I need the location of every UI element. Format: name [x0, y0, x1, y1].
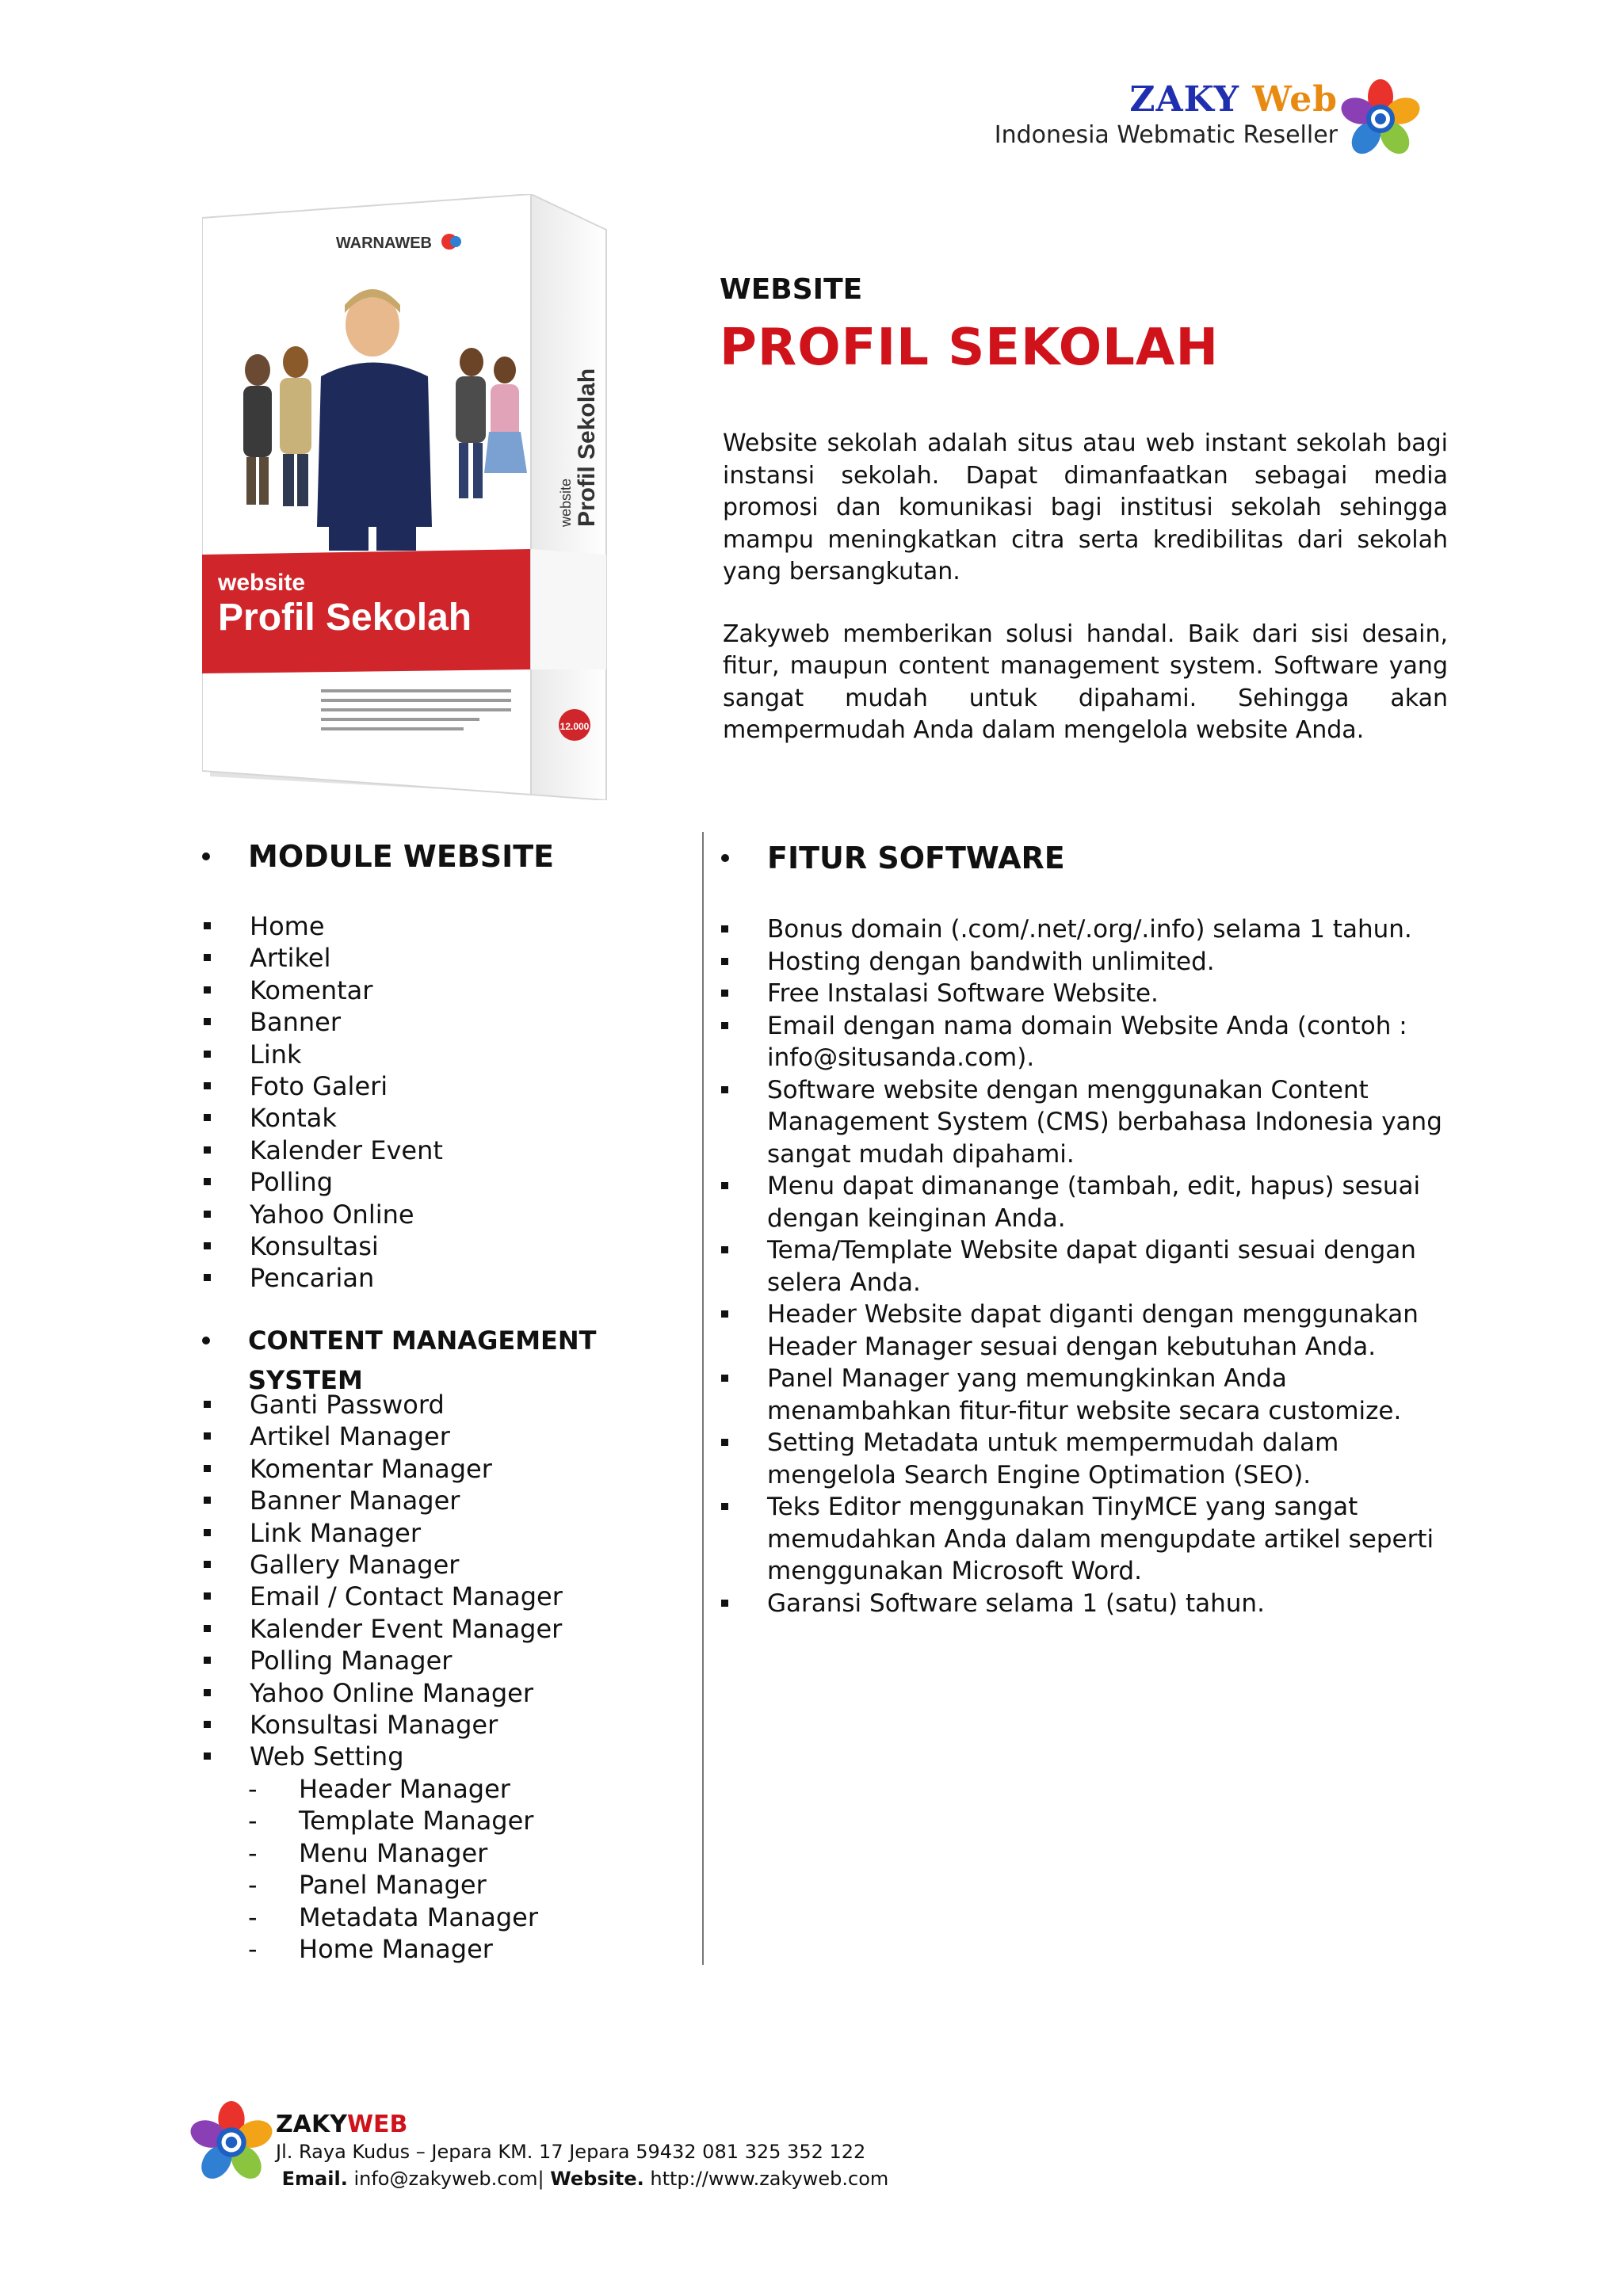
list-item [204, 910, 695, 942]
cms-subitem-label: Menu Manager [299, 1837, 488, 1868]
module-item-label: Home [250, 911, 325, 941]
dash-bullet-icon: - [248, 1837, 258, 1868]
list-item [721, 1234, 1474, 1299]
list-item [721, 1491, 1474, 1588]
column-divider [702, 832, 704, 1965]
brand-tagline: Indonesia Webmatic Reseller [994, 121, 1338, 149]
square-bullet-icon [721, 1086, 728, 1093]
square-bullet-icon [204, 1114, 211, 1121]
box-spine-small: website [558, 478, 574, 527]
footer-email-link[interactable]: info@zakyweb.com| [353, 2168, 544, 2190]
fitur-item-line: menggunakan Microsoft Word. [767, 1557, 1142, 1585]
zakyweb-footer-logo-icon [190, 2101, 273, 2183]
fitur-item-line: Bonus domain (.com/.net/.org/.info) selama 1 tahun. [767, 915, 1412, 944]
square-bullet-icon [721, 925, 728, 933]
fitur-item-line: Header Website dapat diganti dengan menggunakan [767, 1300, 1419, 1329]
cms-item-label: Komentar Manager [250, 1453, 492, 1484]
brand-header [995, 79, 1338, 149]
brand-name-part1: ZAKY [1129, 79, 1240, 120]
square-bullet-icon [721, 958, 728, 965]
list-item [204, 1262, 695, 1294]
square-bullet-icon [204, 1625, 211, 1632]
square-bullet-icon [204, 1592, 211, 1600]
fitur-item-line: selera Anda. [767, 1268, 921, 1297]
list-item [204, 974, 695, 1006]
list-item [204, 1102, 695, 1134]
list-item [204, 1581, 695, 1612]
cms-item-label: Email / Contact Manager [250, 1581, 563, 1612]
cms-heading [202, 1321, 693, 1395]
page-title: PROFIL SEKOLAH [720, 318, 1219, 377]
list-item [204, 1135, 695, 1166]
fitur-item-line: info@situsanda.com). [767, 1043, 1035, 1072]
cms-subitem-label: Panel Manager [299, 1870, 487, 1901]
cms-list [204, 1389, 695, 1965]
footer-website-link[interactable]: http://www.zakyweb.com [650, 2168, 889, 2190]
cms-item-label: Polling Manager [250, 1646, 453, 1676]
intro-paragraph: Zakyweb memberikan solusi handal. Baik dari sisi desain, fitur, maupun content management system. Software yang sangat mudah untuk dipahami. Sehingga akan mempermudah Anda dalam mengelola website Anda. [723, 620, 1448, 744]
fitur-item-line: Teks Editor menggunakan TinyMCE yang sangat [767, 1493, 1358, 1521]
box-spine-big: Profil Sekolah [574, 368, 600, 527]
bullet-icon [202, 852, 210, 860]
square-bullet-icon [721, 1022, 728, 1029]
square-bullet-icon [204, 1401, 211, 1408]
square-bullet-icon [204, 1465, 211, 1472]
list-item [204, 1901, 695, 1933]
square-bullet-icon [204, 1432, 211, 1440]
square-bullet-icon [204, 1146, 211, 1154]
square-bullet-icon [204, 986, 211, 994]
square-bullet-icon [204, 1018, 211, 1025]
fitur-item-line: Header Manager sesuai dengan kebutuhan Anda. [767, 1332, 1377, 1361]
list-item [721, 1588, 1474, 1620]
square-bullet-icon [204, 922, 211, 929]
title-small: WEBSITE [720, 273, 863, 306]
list-item [204, 1773, 695, 1805]
list-item [204, 1805, 695, 1836]
list-item [204, 1677, 695, 1709]
list-item [204, 1869, 695, 1901]
square-bullet-icon [204, 1529, 211, 1536]
list-item [204, 1549, 695, 1581]
module-item-label: Yahoo Online [250, 1199, 414, 1230]
fitur-item-line: Garansi Software selama 1 (satu) tahun. [767, 1589, 1265, 1618]
square-bullet-icon [721, 1503, 728, 1510]
fitur-item-line: mengelola Search Engine Optimation (SEO). [767, 1460, 1312, 1489]
fitur-section [721, 838, 1474, 878]
cms-heading-text: CONTENT MANAGEMENT SYSTEM [248, 1325, 597, 1395]
list-item [721, 1010, 1474, 1074]
list-item [204, 1645, 695, 1676]
dash-bullet-icon: - [248, 1933, 258, 1964]
square-bullet-icon [721, 1182, 728, 1189]
cms-item-label: Gallery Manager [250, 1550, 460, 1581]
zakyweb-flower-logo-icon [1341, 79, 1420, 158]
box-label-big: Profil Sekolah [218, 597, 472, 639]
fitur-heading [721, 838, 1474, 878]
list-item [204, 1070, 695, 1102]
square-bullet-icon [721, 1439, 728, 1446]
list-item [204, 1421, 695, 1452]
module-item-label: Pencarian [250, 1263, 375, 1294]
list-item [204, 1485, 695, 1516]
fitur-heading-text: FITUR SOFTWARE [767, 841, 1065, 875]
box-brand: WARNAWEB [335, 235, 432, 252]
module-heading-text: MODULE WEBSITE [248, 839, 555, 874]
fitur-item-line: Setting Metadata untuk mempermudah dalam [767, 1428, 1339, 1457]
module-item-label: Banner [250, 1007, 341, 1038]
list-item [721, 1170, 1474, 1234]
square-bullet-icon [721, 1246, 728, 1253]
list-item [721, 1299, 1474, 1363]
list-item [204, 1230, 695, 1262]
bullet-icon [721, 854, 729, 862]
fitur-item-line: Email dengan nama domain Website Anda (contoh : [767, 1011, 1407, 1040]
square-bullet-icon [204, 1689, 211, 1696]
module-item-label: Kalender Event [250, 1135, 443, 1165]
intro-text [723, 428, 1448, 777]
fitur-item-line: memudahkan Anda dalam mengupdate artikel seperti [767, 1524, 1434, 1554]
module-item-label: Artikel [250, 943, 331, 974]
list-item [721, 1363, 1474, 1427]
square-bullet-icon [204, 1274, 211, 1281]
footer [276, 2111, 888, 2192]
list-item [721, 1074, 1474, 1171]
cms-item-label: Link Manager [250, 1517, 421, 1548]
list-item [204, 942, 695, 974]
box-price-badge: 12.000 [559, 721, 590, 732]
fitur-item-line: Software website dengan menggunakan Content [767, 1075, 1369, 1104]
fitur-item-line: sangat mudah dipahami. [767, 1139, 1075, 1169]
square-bullet-icon [204, 1561, 211, 1568]
list-item [204, 1613, 695, 1645]
list-item [204, 1199, 695, 1230]
list-item [721, 913, 1474, 946]
brand-name-part2: Web [1252, 79, 1338, 120]
cms-subitem-label: Template Manager [299, 1806, 534, 1836]
fitur-item-line: menambahkan fitur-fitur website secara customize. [767, 1396, 1402, 1425]
box-label-small: website [218, 570, 306, 596]
dash-bullet-icon: - [248, 1773, 258, 1804]
bullet-icon [202, 1337, 210, 1344]
fitur-item-line: Menu dapat dimanange (tambah, edit, hapus) sesuai [767, 1172, 1421, 1200]
module-heading [202, 837, 693, 876]
list-item [204, 1741, 695, 1772]
list-item [721, 946, 1474, 978]
square-bullet-icon [721, 1310, 728, 1318]
list-item [204, 1166, 695, 1198]
fitur-item-line: Management System (CMS) berbahasa Indonesia yang [767, 1108, 1442, 1136]
square-bullet-icon [204, 1721, 211, 1728]
list-item [204, 1933, 695, 1965]
list-item [721, 978, 1474, 1010]
square-bullet-icon [721, 1600, 728, 1607]
cms-subitem-label: Metadata Manager [299, 1901, 538, 1932]
cms-subitem-label: Home Manager [299, 1933, 493, 1964]
square-bullet-icon [204, 1242, 211, 1249]
square-bullet-icon [721, 990, 728, 997]
list-item [204, 1837, 695, 1869]
list-item [204, 1039, 695, 1070]
cms-item-label: Ganti Password [250, 1390, 445, 1420]
fitur-item-line: Tema/Template Website dapat diganti sesuai dengan [767, 1236, 1416, 1264]
cms-item-label: Banner Manager [250, 1486, 460, 1516]
module-section [202, 837, 693, 876]
footer-address: Jl. Raya Kudus – Jepara KM. 17 Jepara 59432 081 325 352 122 [276, 2141, 866, 2163]
square-bullet-icon [204, 1051, 211, 1058]
square-bullet-icon [204, 1657, 211, 1664]
intro-paragraph: Website sekolah adalah situs atau web instant sekolah bagi instansi sekolah. Dapat dimanfaatkan sebagai media promosi dan komunikasi bagi institusi sekolah sehingga mampu meningkatkan citra serta kredibilitas dari sekolah yang bersangkutan. [723, 429, 1448, 585]
module-item-label: Komentar [250, 974, 373, 1005]
cms-item-label: Web Setting [250, 1741, 404, 1772]
square-bullet-icon [721, 1375, 728, 1382]
dash-bullet-icon: - [248, 1901, 258, 1932]
fitur-item-line: Panel Manager yang memungkinkan Anda [767, 1364, 1287, 1393]
footer-contact: Email. info@zakyweb.com| Website. http://www.zakyweb.com [281, 2168, 889, 2190]
square-bullet-icon [204, 1753, 211, 1760]
module-item-label: Link [250, 1039, 302, 1070]
brand-name [995, 79, 1338, 120]
fitur-list [721, 913, 1474, 1619]
square-bullet-icon [204, 1497, 211, 1504]
footer-company-name: ZAKYWEB [276, 2111, 408, 2138]
cms-subitem-label: Header Manager [299, 1773, 510, 1804]
square-bullet-icon [204, 1178, 211, 1185]
module-item-label: Polling [250, 1167, 333, 1198]
list-item [204, 1709, 695, 1741]
cms-item-label: Kalender Event Manager [250, 1613, 563, 1644]
list-item [204, 1006, 695, 1038]
cms-section [202, 1321, 693, 1395]
module-item-label: Kontak [250, 1103, 337, 1134]
module-item-label: Foto Galeri [250, 1071, 388, 1102]
cms-item-label: Artikel Manager [250, 1421, 450, 1452]
list-item [204, 1453, 695, 1485]
module-item-label: Konsultasi [250, 1231, 379, 1262]
cms-item-label: Yahoo Online Manager [250, 1677, 534, 1708]
dash-bullet-icon: - [248, 1806, 258, 1836]
product-box-image [202, 194, 614, 800]
square-bullet-icon [204, 1211, 211, 1218]
square-bullet-icon [204, 1082, 211, 1089]
list-item [721, 1427, 1474, 1491]
fitur-item-line: Hosting dengan bandwith unlimited. [767, 947, 1215, 976]
fitur-item-line: dengan keinginan Anda. [767, 1203, 1066, 1233]
module-list [204, 910, 695, 1295]
fitur-item-line: Free Instalasi Software Website. [767, 979, 1159, 1008]
list-item [204, 1389, 695, 1421]
dash-bullet-icon: - [248, 1870, 258, 1901]
square-bullet-icon [204, 954, 211, 961]
cms-item-label: Konsultasi Manager [250, 1710, 498, 1741]
list-item [204, 1517, 695, 1549]
